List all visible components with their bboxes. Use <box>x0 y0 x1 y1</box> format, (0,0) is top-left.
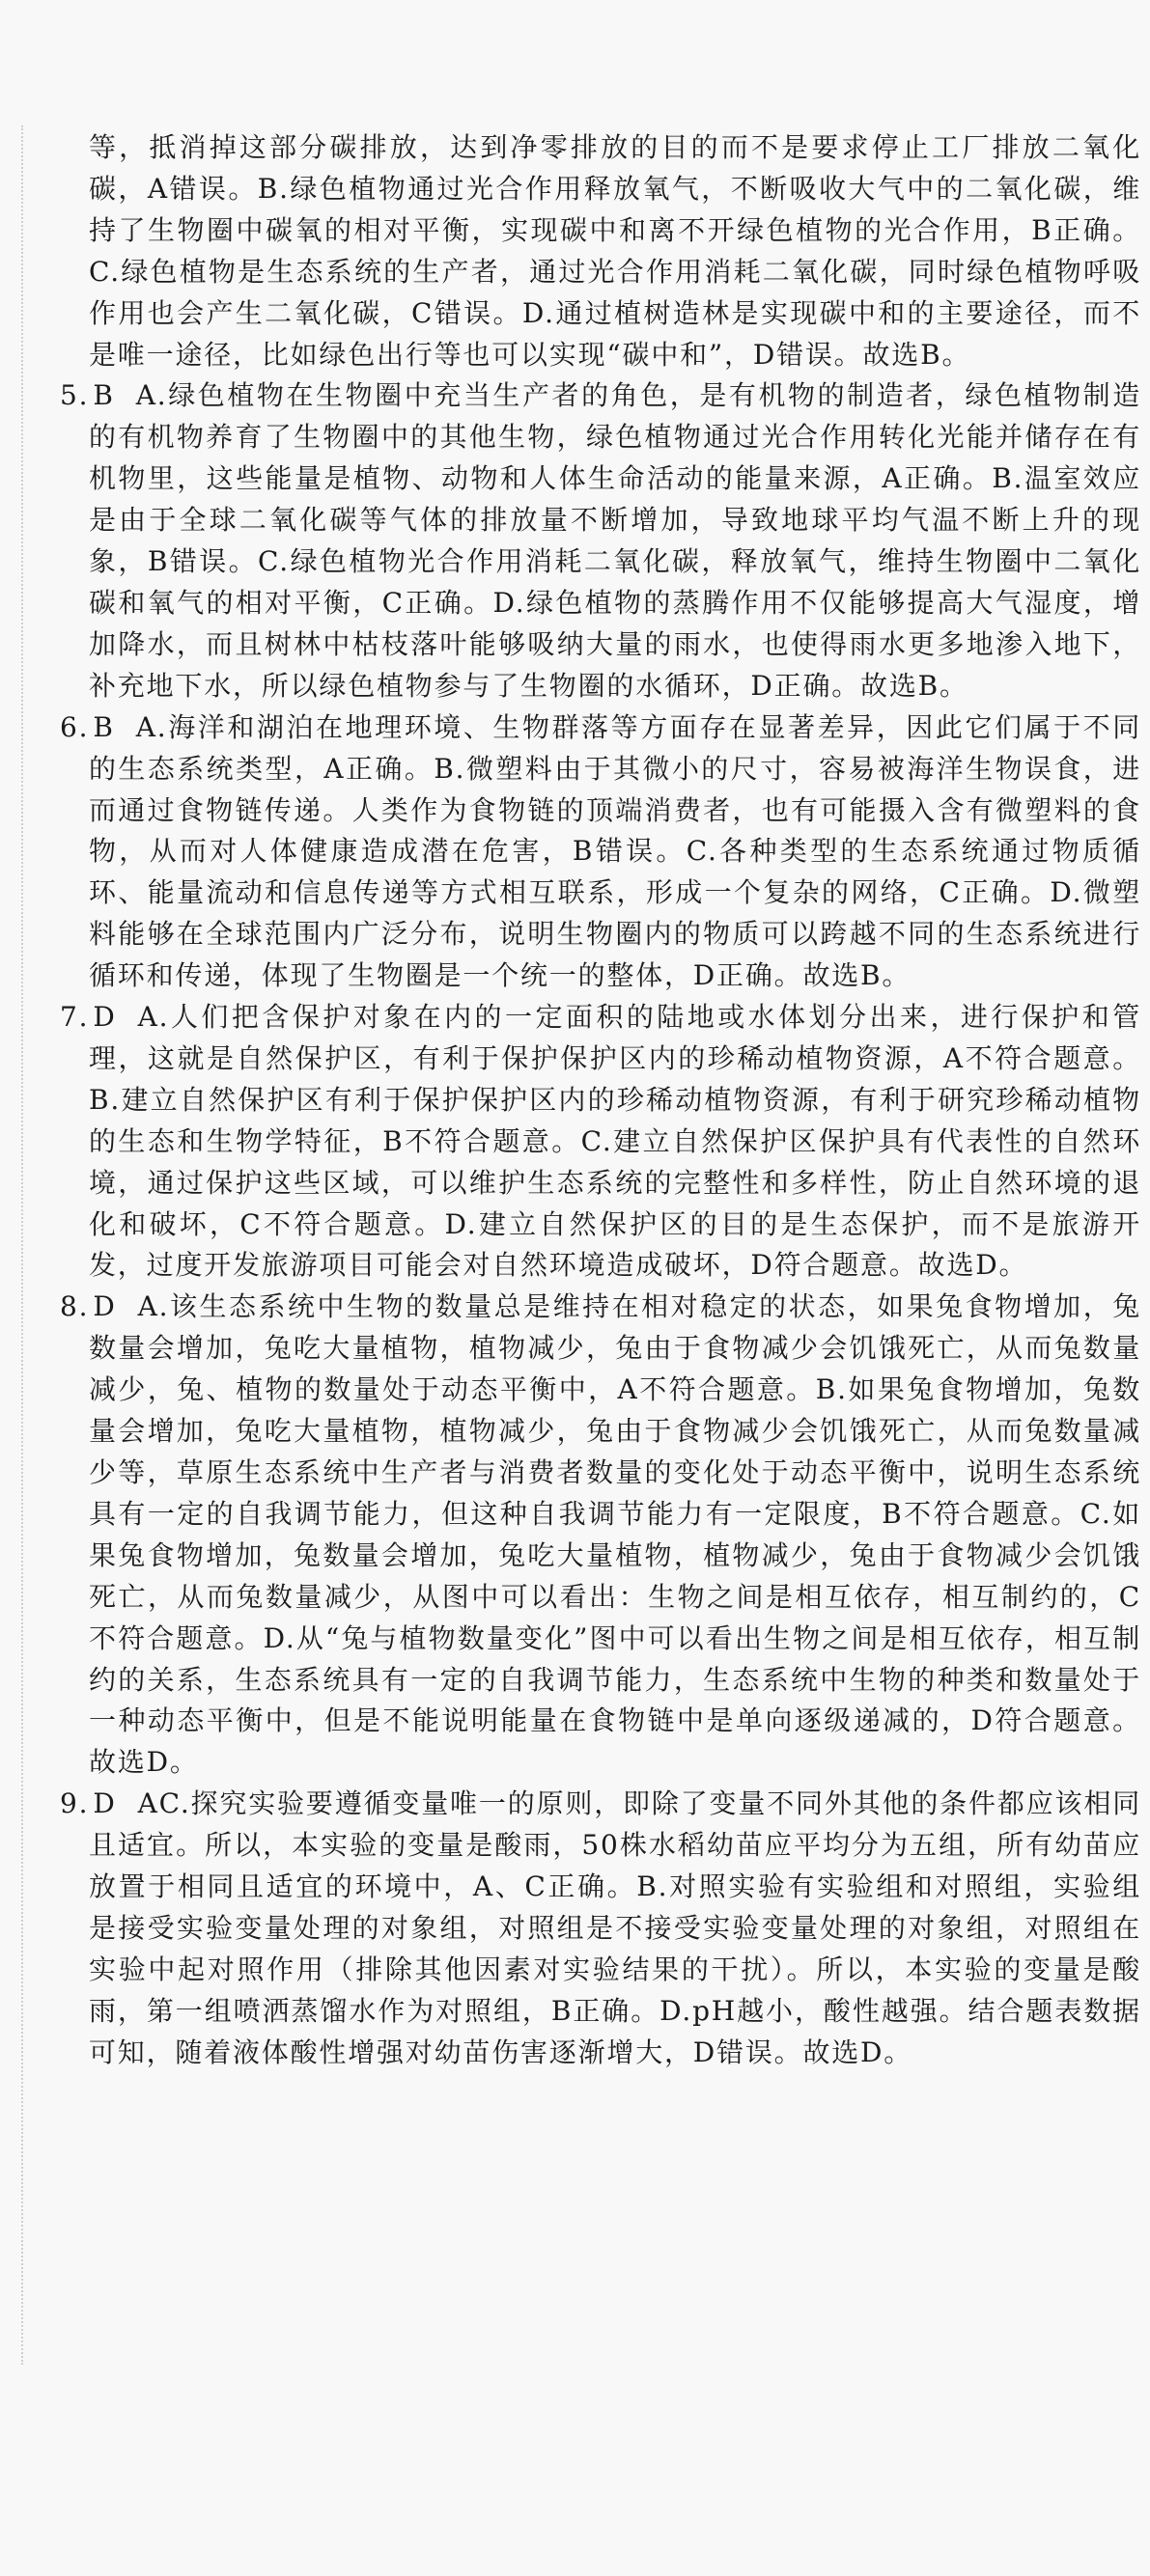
question-number: 6. <box>60 710 90 743</box>
answer-text: A.海洋和湖泊在地理环境、生物群落等方面存在显著差异，因此它们属于不同的生态系统类型，A正确。B.微塑料由于其微小的尺寸，容易被海洋生物误食，进而通过食物链传递。人类作为食物链的顶端消费者，也有可能摄入含有微塑料的食物，从而对人体健康造成潜在危害，B错误。C.各种类型的生态系统通过物质循环、能量流动和信息传递等方式相互联系，形成一个复杂的网络，C正确。D.微塑料能够在全球范围内广泛分布，说明生物圈内的物质可以跨越不同的生态系统进行循环和传递，体现了生物圈是一个统一的整体，D正确。故选B。 <box>89 710 1141 992</box>
answer-choice: B <box>93 379 115 412</box>
answer-explanations <box>60 127 1141 2074</box>
answer-text: A.人们把含保护对象在内的一定面积的陆地或水体划分出来，进行保护和管理，这就是自然保护区，有利于保护保护区内的珍稀动植物资源，A不符合题意。B.建立自然保护区有利于保护保护区内的珍稀动植物资源，有利于研究珍稀动植物的生态和生物学特征，B不符合题意。C.建立自然保护区保护具有代表性的自然环境，通过保护这些区域，可以维护生态系统的完整性和多样性，防止自然环境的退化和破坏，C不符合题意。D.建立自然保护区的目的是生态保护，而不是旅游开发，过度开发旅游项目可能会对自然环境造成破坏，D符合题意。故选D。 <box>89 1001 1141 1282</box>
answer-text: 等，抵消掉这部分碳排放，达到净零排放的目的而不是要求停止工厂排放二氧化碳，A错误。B.绿色植物通过光合作用释放氧气，不断吸收大气中的二氧化碳，维持了生物圈中碳氧的相对平衡，实现碳中和离不开绿色植物的光合作用，B正确。C.绿色植物是生态系统的生产者，通过光合作用消耗二氧化碳，同时绿色植物呼吸作用也会产生二氧化碳，C错误。D.通过植树造林是实现碳中和的主要途径，而不是唯一途径，比如绿色出行等也可以实现“碳中和”，D错误。故选B。 <box>89 131 1141 371</box>
answer-item-5 <box>60 375 1141 706</box>
answer-item-8 <box>60 1287 1141 1784</box>
margin-dotted-rule <box>21 125 23 2365</box>
answer-choice: B <box>93 710 115 743</box>
question-number: 8. <box>60 1290 90 1323</box>
answer-choice: D <box>93 1001 117 1034</box>
answer-choice: D <box>93 1787 117 1820</box>
answer-text: A.绿色植物在生物圈中充当生产者的角色，是有机物的制造者，绿色植物制造的有机物养育了生物圈中的其他生物，绿色植物通过光合作用转化光能并储存在有机物里，这些能量是植物、动物和人体生命活动的能量来源，A正确。B.温室效应是由于全球二氧化碳等气体的排放量不断增加，导致地球平均气温不断上升的现象，B错误。C.绿色植物光合作用消耗二氧化碳，释放氧气，维持生物圈中二氧化碳和氧气的相对平衡，C正确。D.绿色植物的蒸腾作用不仅能够提高大气湿度，增加降水，而且树林中枯枝落叶能够吸纳大量的雨水，也使得雨水更多地渗入地下，补充地下水，所以绿色植物参与了生物圈的水循环，D正确。故选B。 <box>89 379 1141 702</box>
answer-item-9 <box>60 1784 1141 2073</box>
answer-item-7 <box>60 997 1141 1287</box>
question-number: 9. <box>60 1787 90 1820</box>
answer-text: AC.探究实验要遵循变量唯一的原则，即除了变量不同外其他的条件都应该相同且适宜。所以，本实验的变量是酸雨，50株水稻幼苗应平均分为五组，所有幼苗应放置于相同且适宜的环境中，A、C正确。B.对照实验有实验组和对照组，实验组是接受实验变量处理的对象组，对照组是不接受实验变量处理的对象组，对照组在实验中起对照作用（排除其他因素对实验结果的干扰）。所以，本实验的变量是酸雨，第一组喷洒蒸馏水作为对照组，B正确。D.pH越小，酸性越强。结合题表数据可知，随着液体酸性增强对幼苗伤害逐渐增大，D错误。故选D。 <box>89 1787 1141 2068</box>
answer-item-6 <box>60 707 1141 997</box>
answer-text: A.该生态系统中生物的数量总是维持在相对稳定的状态，如果兔食物增加，兔数量会增加，兔吃大量植物，植物减少，兔由于食物减少会饥饿死亡，从而兔数量减少，兔、植物的数量处于动态平衡中，A不符合题意。B.如果兔食物增加，兔数量会增加，兔吃大量植物，植物减少，兔由于食物减少会饥饿死亡，从而兔数量减少等，草原生态系统中生产者与消费者数量的变化处于动态平衡中，说明生态系统具有一定的自我调节能力，但这种自我调节能力有一定限度，B不符合题意。C.如果兔食物增加，兔数量会增加，兔吃大量植物，植物减少，兔由于食物减少会饥饿死亡，从而兔数量减少，从图中可以看出：生物之间是相互依存，相互制约的，C不符合题意。D.从“兔与植物数量变化”图中可以看出生物之间是相互依存，相互制约的关系，生态系统具有一定的自我调节能力，生态系统中生物的种类和数量处于一种动态平衡中，但是不能说明能量在食物链中是单向逐级递减的，D符合题意。故选D。 <box>89 1290 1141 1779</box>
question-number: 7. <box>60 1001 90 1034</box>
answer-item-4-continued <box>60 127 1141 375</box>
answer-choice: D <box>93 1290 117 1323</box>
question-number: 5. <box>60 379 90 412</box>
